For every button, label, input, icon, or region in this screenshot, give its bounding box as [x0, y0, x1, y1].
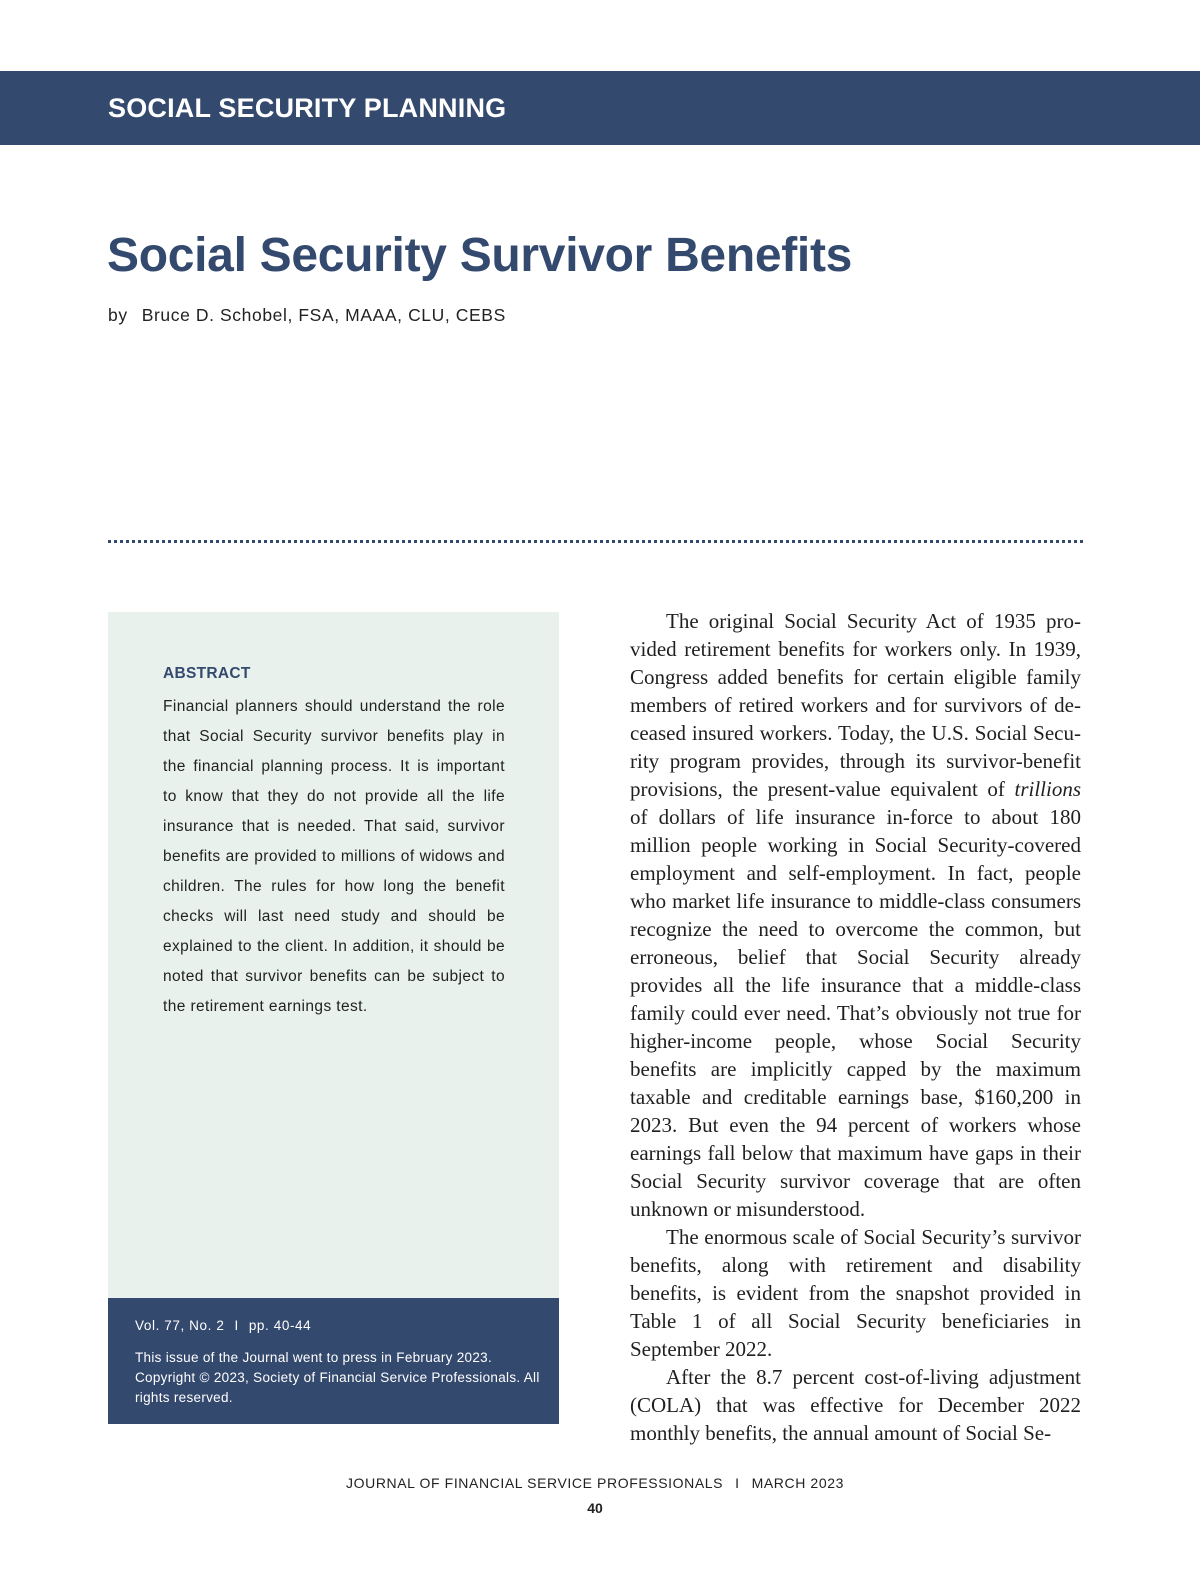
page-range: pp. 40-44 [248, 1318, 312, 1333]
section-label: SOCIAL SECURITY PLANNING [108, 93, 507, 123]
citation-box [108, 1298, 559, 1424]
body-paragraph: The enormous scale of Social Security’s survivor benefits, along with retirement and disability benefits, is evident from the snapshot provided in Table 1 of all Social Security beneficiaries in September 2022. [630, 1225, 1081, 1361]
footer-separator: I [735, 1475, 740, 1491]
body-text: of dollars of life insurance in-force to about 180 million people working in Social Security-covered employment and self-employment. In fact, people who market life insurance to middle-class consumers recognize the need to overcome the common, but erroneous, belief that Social Security already provides all the life insurance that a middle-class family could ever need. That’s obviously not true for higher-income people, whose Social Security benefits are implicitly capped by the maximum taxable and creditable earnings base, $160,200 in 2023. But even the 94 percent of workers whose earnings fall below that maximum have gaps in their Social Security survivor coverage that are often unknown or misunderstood. [630, 805, 1081, 1221]
abstract-heading: ABSTRACT [163, 665, 251, 682]
press-note: This issue of the Journal went to press in February 2023. Copyright © 2023, Society of Financial Service Professionals. All rights reserved. [135, 1350, 540, 1405]
dotted-divider [108, 540, 1083, 543]
journal-footer [0, 1475, 1190, 1491]
article-body [630, 607, 1081, 1447]
citation-separator: I [234, 1318, 239, 1333]
abstract-text: Financial planners should understand the role that Social Security survivor benefits play in the financial planning process. It is important to know that they do not provide all the life insurance that is needed. That said, survivor benefits are provided to millions of widows and children. The rules for how long the benefit checks will last need study and should be explained to the client. In addition, it should be noted that survivor benefits can be subject to the retirement earnings test. [163, 698, 505, 1015]
citation-line [135, 1318, 311, 1333]
body-paragraph [630, 607, 1081, 1223]
volume-issue: Vol. 77, No. 2 [135, 1318, 225, 1333]
issue-date: MARCH 2023 [751, 1475, 844, 1491]
abstract-box [108, 612, 559, 1298]
byline [108, 305, 506, 326]
page-number: 40 [587, 1500, 603, 1516]
body-text: The original Social Security Act of 1935 provided retirement benefits for workers only. In 1939, Congress added benefits for certain eligible family members of retired workers and for survivors of deceased insured workers. Today, the U.S. Social Security program provides, through its survivor-benefit provisions, the present-value equivalent of [630, 609, 1081, 801]
article-title: Social Security Survivor Benefits [107, 229, 853, 282]
author-name: Bruce D. Schobel, FSA, MAAA, CLU, CEBS [141, 305, 506, 325]
section-banner [0, 71, 1200, 145]
journal-name: JOURNAL OF FINANCIAL SERVICE PROFESSIONALS [346, 1475, 724, 1491]
emphasis-text: trillions [1014, 777, 1082, 801]
byline-prefix: by [108, 305, 128, 325]
body-paragraph: After the 8.7 percent cost-of-living adjustment (COLA) that was effective for December 2022 monthly benefits, the annual amount of Social Se- [630, 1365, 1081, 1445]
